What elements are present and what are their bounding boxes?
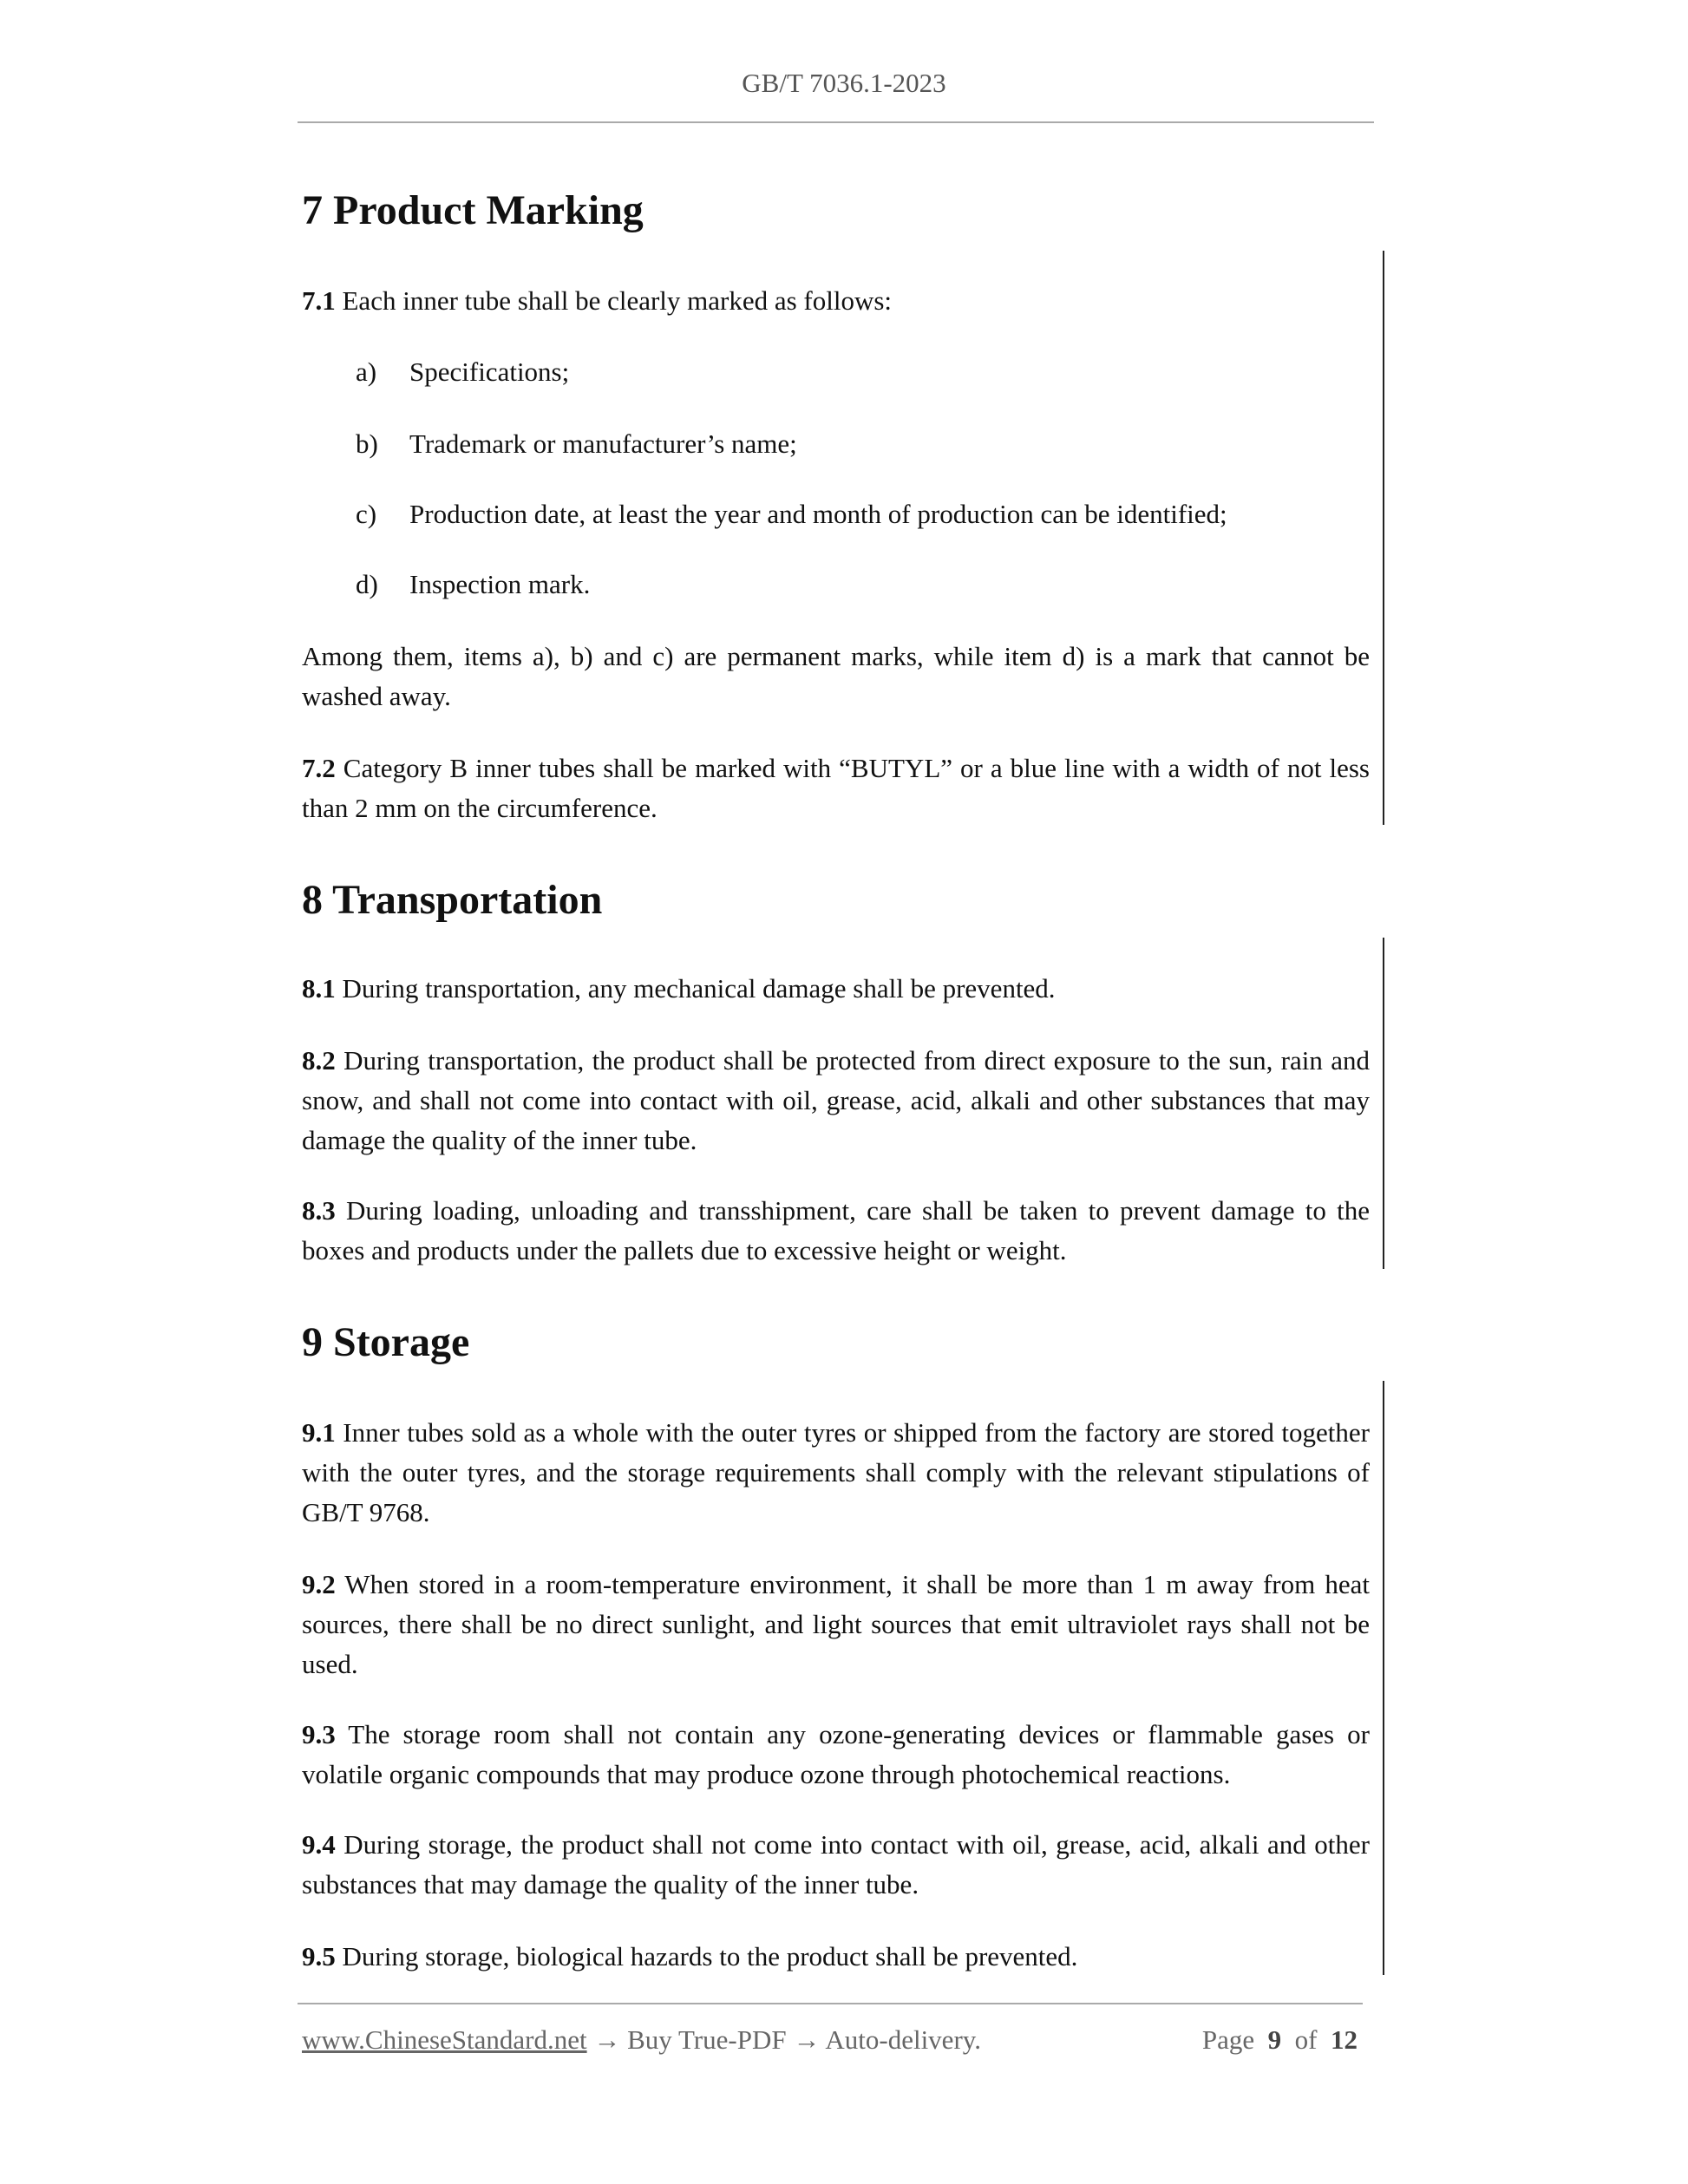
clause-text: During transportation, any mechanical damage shall be prevented.: [335, 973, 1056, 1004]
section-8-heading: 8 Transportation: [302, 877, 603, 923]
clause-text: Inner tubes sold as a whole with the outer tyres or shipped from the factory are stored together with the outer tyres, and the storage requirements shall comply with the relevant stipulations of GB/T 9768.: [302, 1417, 1370, 1527]
clause-number: 7.2: [302, 753, 336, 783]
list-text: Trademark or manufacturer’s name;: [409, 428, 797, 459]
of-label: of: [1294, 2024, 1318, 2055]
header-rule: [298, 121, 1374, 123]
clause-number: 8.2: [302, 1045, 336, 1076]
clause-7-1: [302, 281, 1370, 321]
change-bar: [1383, 938, 1384, 1269]
clause-text: During loading, unloading and transshipment, care shall be taken to prevent damage to the boxes and products under the pallets due to excessive height or weight.: [302, 1195, 1370, 1265]
page-number: [1202, 2024, 1358, 2056]
clause-7-2: [302, 749, 1370, 828]
clause-number: 9.5: [302, 1941, 336, 1971]
list-text: Inspection mark.: [409, 569, 591, 599]
footer-tagline: → Buy True-PDF → Auto-delivery.: [586, 2024, 981, 2055]
clause-text: Each inner tube shall be clearly marked as follows:: [335, 285, 893, 316]
clause-9-3: [302, 1715, 1370, 1795]
clause-text: When stored in a room-temperature environment, it shall be more than 1 m away from heat sources, there shall be no direct sunlight, and light sources that emit ultraviolet rays shall not be used.: [302, 1569, 1370, 1679]
list-label: c): [356, 499, 377, 529]
list-item: [356, 424, 797, 464]
list-item: [356, 565, 591, 605]
clause-number: 8.3: [302, 1195, 336, 1226]
footer-left: [302, 2024, 981, 2056]
current-page: 9: [1267, 2024, 1282, 2055]
clause-text: During storage, biological hazards to the product shall be prevented.: [335, 1941, 1078, 1971]
clause-text: Category B inner tubes shall be marked with “BUTYL” or a blue line with a width of not less than 2 mm on the circumference.: [302, 753, 1370, 823]
page-header: GB/T 7036.1-2023: [742, 68, 946, 98]
list-item: [356, 352, 570, 392]
website-link[interactable]: www.ChineseStandard.net: [302, 2024, 587, 2055]
section-7-heading: 7 Product Marking: [302, 187, 644, 233]
clause-number: 9.4: [302, 1829, 336, 1860]
page-label: Page: [1201, 2024, 1255, 2055]
clause-9-1: [302, 1413, 1370, 1533]
clause-number: 7.1: [302, 285, 336, 316]
list-label: a): [356, 356, 377, 387]
clause-8-2: [302, 1041, 1370, 1161]
clause-9-4: [302, 1825, 1370, 1905]
list-item: [356, 494, 1227, 534]
clause-number: 9.1: [302, 1417, 336, 1448]
footer-rule: [298, 2003, 1363, 2004]
clause-text: The storage room shall not contain any ozone-generating devices or flammable gases or volatile organic compounds that may produce ozone through photochemical reactions.: [302, 1719, 1370, 1789]
clause-9-2: [302, 1565, 1370, 1684]
clause-text: During transportation, the product shall be protected from direct exposure to the sun, rain and snow, and shall not come into contact with oil, grease, acid, alkali and other substances that may damage the quality of the inner tube.: [302, 1045, 1370, 1155]
clause-text: During storage, the product shall not come into contact with oil, grease, acid, alkali and other substances that may damage the quality of the inner tube.: [302, 1829, 1370, 1900]
clause-8-3: [302, 1191, 1370, 1271]
list-label: b): [356, 428, 378, 459]
clause-8-1: [302, 969, 1370, 1009]
section-9-heading: 9 Storage: [302, 1319, 470, 1365]
clause-number: 9.3: [302, 1719, 336, 1749]
list-label: d): [356, 569, 378, 599]
change-bar: [1383, 1381, 1384, 1975]
list-text: Production date, at least the year and month of production can be identified;: [409, 499, 1227, 529]
clause-9-5: [302, 1937, 1370, 1977]
list-text: Specifications;: [409, 356, 570, 387]
among-paragraph: Among them, items a), b) and c) are permanent marks, while item d) is a mark that cannot be washed away.: [302, 641, 1370, 711]
total-pages: 12: [1331, 2024, 1358, 2055]
change-bar: [1383, 251, 1384, 825]
clause-number: 8.1: [302, 973, 336, 1004]
clause-number: 9.2: [302, 1569, 336, 1599]
